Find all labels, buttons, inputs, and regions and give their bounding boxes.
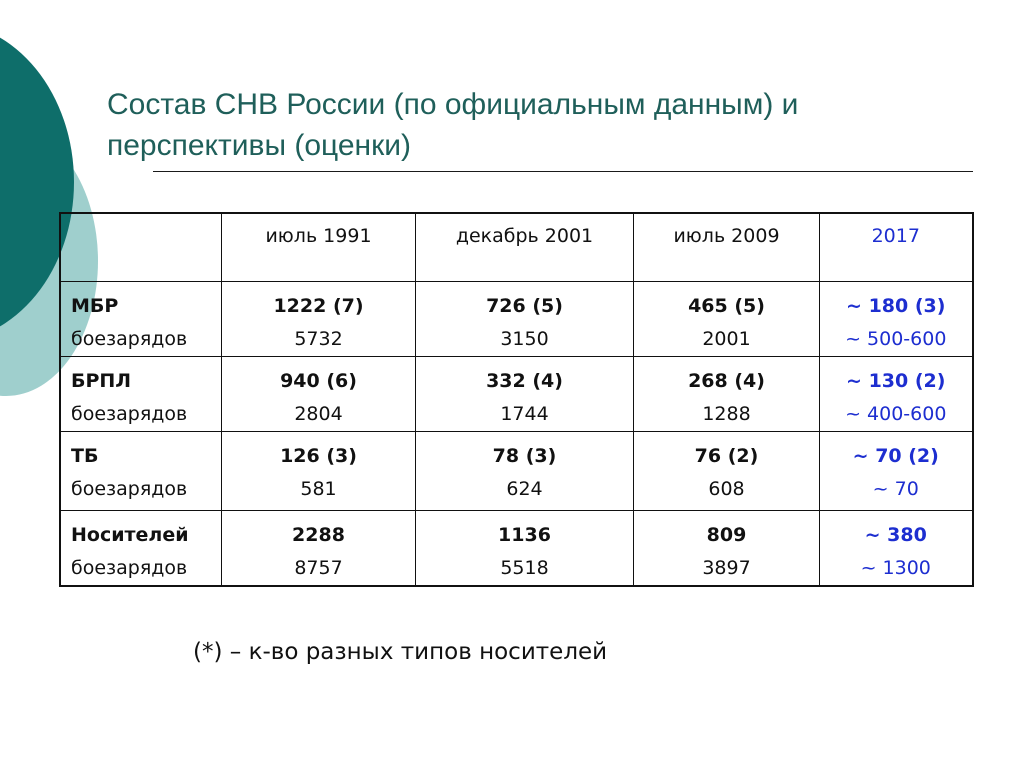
carrier-value: 809 — [706, 523, 747, 546]
warhead-value: 3150 — [500, 327, 549, 350]
row-label-cell — [60, 356, 222, 431]
warhead-value: 2001 — [702, 327, 751, 350]
carrier-value: 465 (5) — [688, 294, 765, 317]
slide-title — [107, 84, 987, 166]
carrier-value: 126 (3) — [280, 444, 357, 467]
row-label: МБР — [71, 294, 119, 317]
slide-title-line-2: перспективы (оценки) — [107, 129, 411, 162]
value-cell — [222, 356, 416, 431]
warhead-value: 624 — [506, 477, 543, 500]
carrier-value: 76 (2) — [694, 444, 759, 467]
row-label: Носителей — [71, 523, 189, 546]
value-cell — [416, 510, 634, 586]
row-label-cell — [60, 510, 222, 586]
header-cell-2009: июль 2009 — [634, 213, 820, 281]
table-row — [60, 431, 973, 510]
table-row — [60, 356, 973, 431]
strategic-forces-table — [59, 212, 974, 587]
warhead-value: 608 — [708, 477, 745, 500]
warhead-value: 2804 — [294, 402, 343, 425]
row-sublabel: боезарядов — [71, 556, 188, 579]
row-label: БРПЛ — [71, 369, 132, 392]
header-cell-1991: июль 1991 — [222, 213, 416, 281]
slide-title-line-1: Состав СНВ России (по официальным данным) и — [107, 88, 799, 121]
carrier-value: 332 (4) — [486, 369, 563, 392]
title-underline — [153, 171, 973, 172]
estimate-cell — [820, 510, 973, 586]
value-cell — [634, 510, 820, 586]
row-label-cell — [60, 431, 222, 510]
carrier-estimate: ~ 180 (3) — [846, 294, 946, 317]
carrier-value: 1136 — [498, 523, 551, 546]
carrier-value: 940 (6) — [280, 369, 357, 392]
warhead-estimate: ~ 400-600 — [845, 402, 947, 425]
warhead-value: 5732 — [294, 327, 343, 350]
carrier-value: 726 (5) — [486, 294, 563, 317]
carrier-value: 78 (3) — [492, 444, 557, 467]
row-label: ТБ — [71, 444, 99, 467]
carrier-value: 2288 — [292, 523, 345, 546]
warhead-estimate: ~ 1300 — [860, 556, 931, 579]
carrier-estimate: ~ 130 (2) — [846, 369, 946, 392]
value-cell — [222, 281, 416, 356]
value-cell — [634, 431, 820, 510]
table-header-row — [60, 213, 973, 281]
carrier-estimate: ~ 380 — [864, 523, 927, 546]
warhead-estimate: ~ 70 — [872, 477, 919, 500]
value-cell — [416, 356, 634, 431]
value-cell — [416, 281, 634, 356]
header-cell-2017: 2017 — [820, 213, 973, 281]
row-sublabel: боезарядов — [71, 402, 188, 425]
carrier-value: 1222 (7) — [273, 294, 364, 317]
table-row — [60, 510, 973, 586]
warhead-value: 5518 — [500, 556, 549, 579]
table-row — [60, 281, 973, 356]
carrier-estimate: ~ 70 (2) — [852, 444, 939, 467]
warhead-value: 3897 — [702, 556, 751, 579]
estimate-cell — [820, 281, 973, 356]
warhead-estimate: ~ 500-600 — [845, 327, 947, 350]
warhead-value: 1744 — [500, 402, 549, 425]
header-cell-empty — [60, 213, 222, 281]
warhead-value: 8757 — [294, 556, 343, 579]
value-cell — [634, 281, 820, 356]
row-label-cell — [60, 281, 222, 356]
value-cell — [416, 431, 634, 510]
warhead-value: 581 — [300, 477, 337, 500]
row-sublabel: боезарядов — [71, 477, 188, 500]
estimate-cell — [820, 356, 973, 431]
warhead-value: 1288 — [702, 402, 751, 425]
footnote: (*) – к-во разных типов носителей — [193, 639, 608, 665]
row-sublabel: боезарядов — [71, 327, 188, 350]
value-cell — [222, 431, 416, 510]
estimate-cell — [820, 431, 973, 510]
carrier-value: 268 (4) — [688, 369, 765, 392]
value-cell — [222, 510, 416, 586]
header-cell-2001: декабрь 2001 — [416, 213, 634, 281]
value-cell — [634, 356, 820, 431]
